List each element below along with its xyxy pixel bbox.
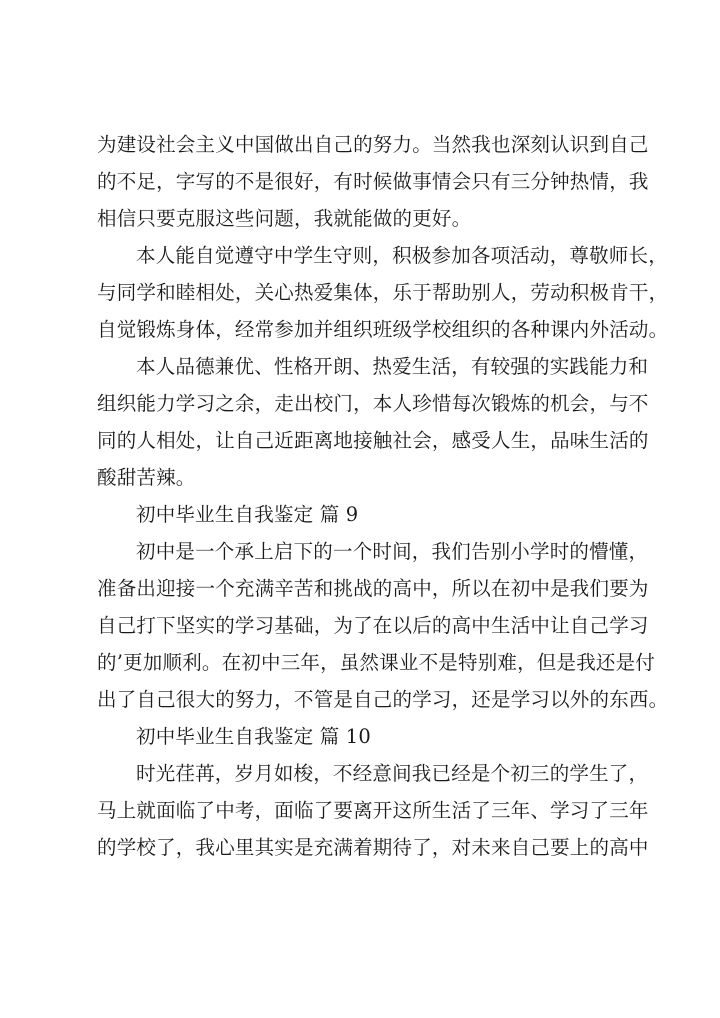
section-heading: 初中毕业生自我鉴定 篇 9 xyxy=(136,503,359,526)
paragraph-line: 同的人相处，让自己近距离地接触社会，感受人生，品味生活的 xyxy=(97,429,649,452)
paragraph-line: 准备出迎接一个充满辛苦和挑战的高中，所以在初中是我们要为 xyxy=(97,577,649,600)
paragraph-line: 酸甜苦辣。 xyxy=(97,466,196,489)
paragraph-line: 的不足，字写的不是很好，有时候做事情会只有三分钟热情，我 xyxy=(97,170,649,193)
paragraph-line: 的学校了，我心里其实是充满着期待了，对未来自己要上的高中 xyxy=(97,836,649,859)
paragraph-line: 组织能力学习之余，走出校门，本人珍惜每次锻炼的机会，与不 xyxy=(97,392,649,415)
paragraph-line: 初中是一个承上启下的一个时间，我们告别小学时的懵懂， xyxy=(136,540,649,563)
paragraph-line: 自己打下坚实的学习基础，为了在以后的高中生活中让自己学习 xyxy=(97,614,649,637)
paragraph-line: 相信只要克服这些问题，我就能做的更好。 xyxy=(97,207,472,230)
paragraph-line: 自觉锻炼身体，经常参加并组织班级学校组织的各种课内外活动。 xyxy=(97,318,669,341)
paragraph-line: 本人品德兼优、性格开朗、热爱生活，有较强的实践能力和 xyxy=(136,355,649,378)
paragraph-line: 时光荏苒，岁月如梭，不经意间我已经是个初三的学生了， xyxy=(136,762,649,785)
paragraph-line: 本人能自觉遵守中学生守则，积极参加各项活动，尊敬师长， xyxy=(136,244,668,267)
paragraph-line: 马上就面临了中考，面临了要离开这所生活了三年、学习了三年 xyxy=(97,799,649,822)
paragraph-line: 的’更加顺利。在初中三年，虽然课业不是特别难，但是我还是付 xyxy=(97,651,655,674)
paragraph-line: 为建设社会主义中国做出自己的努力。当然我也深刻认识到自己 xyxy=(97,133,649,156)
paragraph-line: 与同学和睦相处，关心热爱集体，乐于帮助别人，劳动积极肯干， xyxy=(97,281,669,304)
document-body xyxy=(97,126,669,866)
paragraph-line: 出了自己很大的努力，不管是自己的学习，还是学习以外的东西。 xyxy=(97,688,669,711)
section-heading: 初中毕业生自我鉴定 篇 10 xyxy=(136,725,372,748)
